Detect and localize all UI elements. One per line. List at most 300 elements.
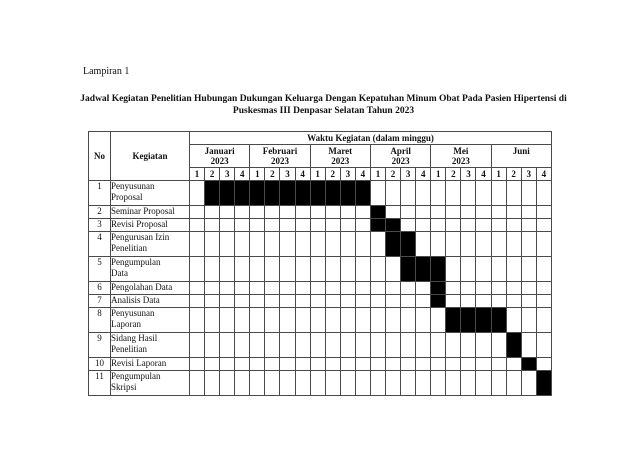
gantt-cell — [521, 232, 536, 257]
gantt-cell — [370, 282, 385, 295]
gantt-cell — [461, 282, 476, 295]
gantt-cell — [506, 181, 521, 206]
activity-name: Sidang Hasil Penelitian — [111, 333, 190, 358]
gantt-cell — [416, 206, 431, 219]
activity-number: 5 — [89, 257, 111, 282]
gantt-cell — [386, 206, 401, 219]
gantt-cell — [220, 257, 235, 282]
gantt-cell — [416, 358, 431, 371]
gantt-cell — [521, 371, 536, 396]
month-header-cell — [491, 145, 551, 168]
gantt-cell — [431, 333, 446, 358]
month-header-cell — [190, 145, 250, 168]
gantt-cell — [370, 181, 385, 206]
gantt-cell — [235, 219, 250, 232]
gantt-cell — [250, 219, 265, 232]
gantt-cell — [325, 232, 340, 257]
gantt-cell — [506, 282, 521, 295]
gantt-cell — [205, 232, 220, 257]
gantt-cell — [235, 371, 250, 396]
gantt-filled-cell — [265, 181, 280, 206]
gantt-cell — [265, 219, 280, 232]
gantt-cell — [190, 232, 205, 257]
gantt-filled-cell — [235, 181, 250, 206]
gantt-cell — [416, 295, 431, 308]
activity-name: Revisi Laporan — [111, 358, 190, 371]
gantt-cell — [461, 333, 476, 358]
gantt-cell — [340, 333, 355, 358]
month-year: 2023 — [391, 156, 410, 166]
gantt-cell — [461, 219, 476, 232]
gantt-cell — [386, 295, 401, 308]
gantt-cell — [220, 371, 235, 396]
week-number-cell: 3 — [401, 168, 416, 181]
gantt-cell — [536, 219, 551, 232]
gantt-filled-cell — [461, 308, 476, 333]
gantt-cell — [205, 219, 220, 232]
week-number-cell: 2 — [265, 168, 280, 181]
gantt-cell — [280, 206, 295, 219]
gantt-cell — [355, 257, 370, 282]
gantt-cell — [190, 308, 205, 333]
gantt-cell — [355, 358, 370, 371]
gantt-cell — [446, 257, 461, 282]
gantt-cell — [355, 308, 370, 333]
gantt-filled-cell — [431, 257, 446, 282]
gantt-filled-cell — [295, 181, 310, 206]
column-header-waktu: Waktu Kegiatan (dalam minggu) — [190, 132, 552, 145]
gantt-cell — [340, 257, 355, 282]
gantt-cell — [295, 232, 310, 257]
gantt-cell — [416, 232, 431, 257]
week-number-cell: 2 — [205, 168, 220, 181]
week-number-cell: 3 — [340, 168, 355, 181]
gantt-cell — [461, 232, 476, 257]
gantt-cell — [536, 257, 551, 282]
gantt-cell — [190, 358, 205, 371]
gantt-cell — [431, 206, 446, 219]
gantt-cell — [536, 181, 551, 206]
gantt-cell — [280, 295, 295, 308]
gantt-cell — [370, 257, 385, 282]
table-row — [89, 308, 552, 333]
gantt-filled-cell — [431, 295, 446, 308]
week-number-cell: 4 — [295, 168, 310, 181]
gantt-cell — [235, 333, 250, 358]
gantt-cell — [295, 257, 310, 282]
gantt-cell — [446, 295, 461, 308]
gantt-cell — [325, 308, 340, 333]
gantt-cell — [476, 282, 491, 295]
gantt-cell — [325, 282, 340, 295]
gantt-cell — [325, 333, 340, 358]
gantt-cell — [340, 232, 355, 257]
week-number-cell: 2 — [446, 168, 461, 181]
gantt-cell — [370, 232, 385, 257]
gantt-cell — [280, 257, 295, 282]
gantt-cell — [386, 257, 401, 282]
month-name: April — [390, 146, 411, 156]
gantt-filled-cell — [401, 232, 416, 257]
gantt-cell — [310, 371, 325, 396]
gantt-cell — [386, 358, 401, 371]
gantt-cell — [235, 308, 250, 333]
gantt-cell — [295, 358, 310, 371]
gantt-cell — [250, 282, 265, 295]
gantt-cell — [265, 358, 280, 371]
gantt-cell — [280, 232, 295, 257]
activity-name: Revisi Proposal — [111, 219, 190, 232]
week-number-cell: 3 — [461, 168, 476, 181]
gantt-cell — [265, 308, 280, 333]
gantt-cell — [521, 181, 536, 206]
gantt-cell — [521, 282, 536, 295]
gantt-cell — [220, 232, 235, 257]
gantt-cell — [280, 358, 295, 371]
appendix-label: Lampiran 1 — [83, 66, 130, 77]
gantt-cell — [476, 219, 491, 232]
gantt-cell — [536, 282, 551, 295]
gantt-cell — [401, 219, 416, 232]
gantt-cell — [431, 219, 446, 232]
gantt-cell — [506, 308, 521, 333]
gantt-cell — [476, 257, 491, 282]
month-header-cell — [431, 145, 491, 168]
table-row — [89, 206, 552, 219]
table-row — [89, 232, 552, 257]
gantt-cell — [491, 181, 506, 206]
gantt-cell — [536, 358, 551, 371]
gantt-cell — [325, 206, 340, 219]
gantt-cell — [386, 181, 401, 206]
gantt-filled-cell — [280, 181, 295, 206]
activity-name: Pengurusan Izin Penelitian — [111, 232, 190, 257]
gantt-cell — [416, 181, 431, 206]
gantt-cell — [340, 219, 355, 232]
gantt-cell — [190, 282, 205, 295]
gantt-cell — [386, 308, 401, 333]
gantt-cell — [340, 282, 355, 295]
gantt-cell — [325, 295, 340, 308]
gantt-cell — [416, 282, 431, 295]
gantt-cell — [295, 333, 310, 358]
gantt-cell — [190, 295, 205, 308]
gantt-cell — [416, 333, 431, 358]
gantt-cell — [340, 371, 355, 396]
gantt-cell — [446, 232, 461, 257]
activity-number: 3 — [89, 219, 111, 232]
gantt-cell — [386, 282, 401, 295]
gantt-cell — [476, 232, 491, 257]
gantt-cell — [340, 295, 355, 308]
gantt-cell — [220, 219, 235, 232]
gantt-cell — [401, 371, 416, 396]
gantt-cell — [416, 308, 431, 333]
gantt-cell — [461, 371, 476, 396]
gantt-cell — [506, 358, 521, 371]
activity-number: 9 — [89, 333, 111, 358]
gantt-cell — [536, 232, 551, 257]
gantt-cell — [205, 358, 220, 371]
gantt-cell — [310, 219, 325, 232]
schedule-table — [88, 131, 552, 396]
gantt-cell — [355, 333, 370, 358]
gantt-cell — [235, 295, 250, 308]
gantt-cell — [250, 333, 265, 358]
gantt-cell — [491, 206, 506, 219]
gantt-cell — [370, 358, 385, 371]
gantt-cell — [446, 333, 461, 358]
gantt-cell — [220, 282, 235, 295]
activity-number: 1 — [89, 181, 111, 206]
activity-name: Seminar Proposal — [111, 206, 190, 219]
gantt-cell — [461, 358, 476, 371]
gantt-cell — [190, 181, 205, 206]
gantt-filled-cell — [506, 333, 521, 358]
gantt-cell — [355, 282, 370, 295]
gantt-cell — [521, 308, 536, 333]
activity-name: Penyusunan Laporan — [111, 308, 190, 333]
week-number-cell: 1 — [310, 168, 325, 181]
gantt-cell — [280, 282, 295, 295]
gantt-cell — [446, 282, 461, 295]
gantt-cell — [265, 282, 280, 295]
gantt-cell — [521, 257, 536, 282]
month-name: Januari — [204, 146, 235, 156]
gantt-cell — [220, 295, 235, 308]
week-number-cell: 1 — [370, 168, 385, 181]
table-row — [89, 358, 552, 371]
gantt-cell — [536, 295, 551, 308]
table-row — [89, 371, 552, 396]
week-number-cell: 1 — [491, 168, 506, 181]
gantt-cell — [310, 333, 325, 358]
gantt-cell — [431, 181, 446, 206]
gantt-cell — [250, 232, 265, 257]
title-line-1: Jadwal Kegiatan Penelitian Hubungan Dukungan Keluarga Dengan Kepatuhan Minum Obat Pada Pasien Hipertensi di — [80, 94, 567, 104]
gantt-cell — [265, 257, 280, 282]
week-number-cell: 1 — [250, 168, 265, 181]
gantt-cell — [431, 232, 446, 257]
gantt-cell — [250, 206, 265, 219]
gantt-cell — [355, 206, 370, 219]
gantt-cell — [250, 257, 265, 282]
week-number-cell: 4 — [476, 168, 491, 181]
gantt-cell — [491, 333, 506, 358]
gantt-cell — [280, 333, 295, 358]
gantt-cell — [265, 232, 280, 257]
gantt-cell — [325, 358, 340, 371]
gantt-cell — [250, 358, 265, 371]
gantt-cell — [220, 358, 235, 371]
gantt-cell — [205, 295, 220, 308]
gantt-cell — [461, 257, 476, 282]
week-number-cell: 3 — [521, 168, 536, 181]
gantt-cell — [491, 295, 506, 308]
page-title — [75, 93, 572, 117]
month-year: 2023 — [210, 156, 229, 166]
month-year: 2023 — [331, 156, 350, 166]
week-number-cell: 2 — [325, 168, 340, 181]
gantt-cell — [205, 282, 220, 295]
gantt-cell — [220, 206, 235, 219]
gantt-cell — [446, 358, 461, 371]
gantt-filled-cell — [446, 308, 461, 333]
gantt-cell — [431, 371, 446, 396]
gantt-cell — [295, 206, 310, 219]
gantt-cell — [521, 295, 536, 308]
gantt-cell — [506, 219, 521, 232]
week-number-cell: 3 — [280, 168, 295, 181]
gantt-cell — [491, 257, 506, 282]
month-name: Februari — [262, 146, 298, 156]
month-name: Mei — [453, 146, 469, 156]
week-number-cell: 4 — [355, 168, 370, 181]
gantt-cell — [310, 295, 325, 308]
week-number-cell: 4 — [416, 168, 431, 181]
month-header-cell — [310, 145, 370, 168]
activity-number: 8 — [89, 308, 111, 333]
table-row — [89, 295, 552, 308]
gantt-cell — [476, 181, 491, 206]
gantt-cell — [401, 308, 416, 333]
gantt-cell — [250, 295, 265, 308]
gantt-cell — [250, 371, 265, 396]
gantt-cell — [536, 333, 551, 358]
gantt-cell — [265, 295, 280, 308]
gantt-cell — [235, 358, 250, 371]
gantt-cell — [355, 219, 370, 232]
gantt-cell — [265, 206, 280, 219]
gantt-filled-cell — [386, 219, 401, 232]
gantt-filled-cell — [250, 181, 265, 206]
title-line-2: Puskesmas III Denpasar Selatan Tahun 2023 — [232, 106, 415, 116]
gantt-cell — [370, 371, 385, 396]
gantt-cell — [205, 333, 220, 358]
week-number-cell: 2 — [506, 168, 521, 181]
gantt-cell — [386, 333, 401, 358]
gantt-cell — [370, 333, 385, 358]
gantt-cell — [190, 219, 205, 232]
gantt-cell — [325, 219, 340, 232]
gantt-cell — [521, 333, 536, 358]
gantt-filled-cell — [370, 206, 385, 219]
week-number-cell: 1 — [431, 168, 446, 181]
gantt-cell — [431, 308, 446, 333]
gantt-cell — [401, 333, 416, 358]
activity-number: 7 — [89, 295, 111, 308]
gantt-cell — [416, 219, 431, 232]
gantt-cell — [506, 371, 521, 396]
activity-name: Analisis Data — [111, 295, 190, 308]
gantt-cell — [325, 257, 340, 282]
gantt-cell — [506, 232, 521, 257]
gantt-cell — [205, 371, 220, 396]
gantt-cell — [235, 206, 250, 219]
activity-number: 10 — [89, 358, 111, 371]
gantt-cell — [250, 308, 265, 333]
week-number-cell: 4 — [536, 168, 551, 181]
gantt-filled-cell — [386, 232, 401, 257]
gantt-cell — [401, 181, 416, 206]
gantt-cell — [416, 371, 431, 396]
gantt-filled-cell — [536, 371, 551, 396]
gantt-cell — [280, 308, 295, 333]
gantt-cell — [431, 358, 446, 371]
gantt-cell — [190, 206, 205, 219]
gantt-cell — [536, 308, 551, 333]
table-row — [89, 181, 552, 206]
gantt-cell — [295, 371, 310, 396]
gantt-cell — [280, 219, 295, 232]
table-row — [89, 333, 552, 358]
table-row — [89, 257, 552, 282]
gantt-filled-cell — [401, 257, 416, 282]
column-header-kegiatan: Kegiatan — [111, 132, 190, 181]
month-name: Maret — [328, 146, 353, 156]
activity-name: Pengumpulan Skripsi — [111, 371, 190, 396]
gantt-cell — [265, 371, 280, 396]
gantt-cell — [280, 371, 295, 396]
gantt-cell — [491, 219, 506, 232]
gantt-cell — [295, 282, 310, 295]
gantt-filled-cell — [205, 181, 220, 206]
gantt-filled-cell — [521, 358, 536, 371]
gantt-cell — [340, 308, 355, 333]
month-year: 2023 — [451, 156, 470, 166]
gantt-cell — [355, 295, 370, 308]
activity-name: Penyusunan Proposal — [111, 181, 190, 206]
gantt-cell — [220, 308, 235, 333]
gantt-cell — [446, 206, 461, 219]
gantt-cell — [265, 333, 280, 358]
gantt-cell — [401, 206, 416, 219]
gantt-cell — [521, 219, 536, 232]
gantt-cell — [190, 257, 205, 282]
gantt-cell — [476, 333, 491, 358]
gantt-cell — [310, 308, 325, 333]
gantt-cell — [491, 371, 506, 396]
gantt-cell — [340, 206, 355, 219]
gantt-cell — [386, 371, 401, 396]
month-name: Juni — [512, 146, 530, 156]
activity-number: 6 — [89, 282, 111, 295]
gantt-cell — [491, 358, 506, 371]
gantt-cell — [295, 295, 310, 308]
gantt-filled-cell — [491, 308, 506, 333]
gantt-cell — [235, 257, 250, 282]
week-number-cell: 1 — [190, 168, 205, 181]
month-header-cell — [370, 145, 430, 168]
table-row — [89, 219, 552, 232]
gantt-cell — [491, 232, 506, 257]
gantt-cell — [295, 219, 310, 232]
week-number-cell: 2 — [386, 168, 401, 181]
activity-number: 11 — [89, 371, 111, 396]
gantt-cell — [190, 371, 205, 396]
gantt-cell — [235, 232, 250, 257]
activity-name: Pengumpulan Data — [111, 257, 190, 282]
month-year: 2023 — [270, 156, 289, 166]
gantt-cell — [476, 206, 491, 219]
gantt-filled-cell — [220, 181, 235, 206]
gantt-cell — [340, 358, 355, 371]
gantt-cell — [491, 282, 506, 295]
gantt-cell — [295, 308, 310, 333]
gantt-cell — [220, 333, 235, 358]
gantt-cell — [235, 282, 250, 295]
week-number-cell: 3 — [220, 168, 235, 181]
